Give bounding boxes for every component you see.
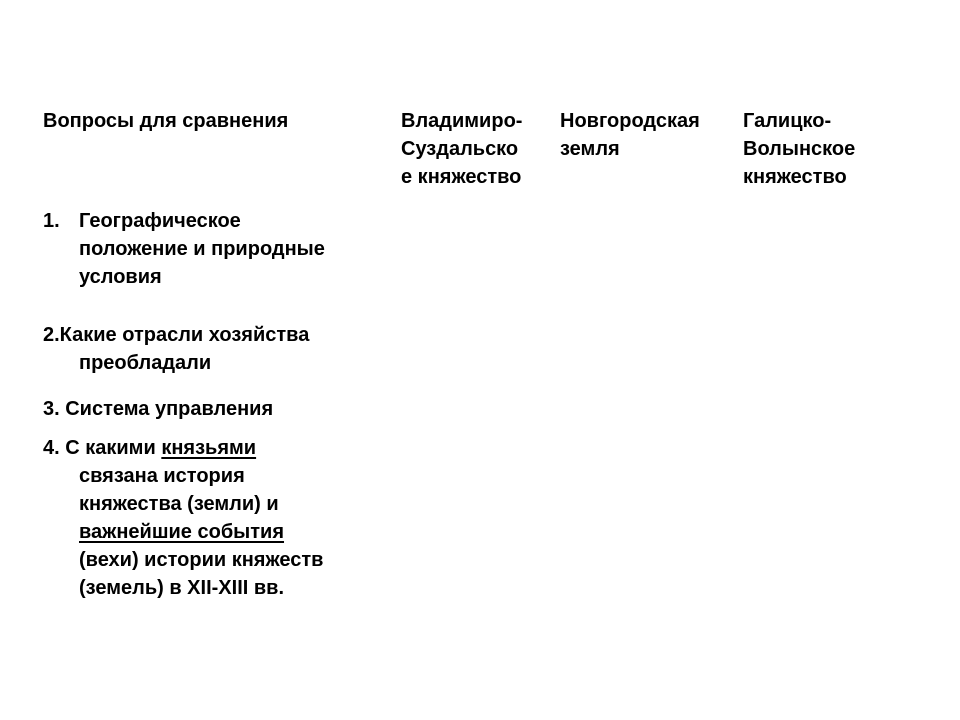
header-galich-volyn — [743, 107, 855, 191]
question-4-prefix: 4. С какими — [43, 437, 162, 459]
header-galich-volyn-line-1: Галицко- — [743, 110, 832, 132]
header-novgorod-line-2: земля — [560, 138, 620, 160]
question-1-line-1: Географическое — [79, 210, 241, 232]
question-1-line-2: положение и природные — [79, 238, 325, 260]
question-4-line-1 — [43, 434, 393, 462]
question-2-line-2: преобладали — [79, 352, 212, 374]
question-4-line-5: (вехи) истории княжеств — [79, 549, 324, 571]
question-4-line-2: связана история — [79, 465, 245, 487]
header-vladimir-suzdal-line-1: Владимиро- — [401, 110, 523, 132]
question-4-line-6: (земель) в XII-XIII вв. — [79, 577, 285, 599]
header-novgorod — [560, 107, 700, 163]
question-1-first-row — [43, 207, 393, 235]
question-4 — [43, 434, 393, 602]
header-galich-volyn-line-3: княжество — [743, 166, 847, 188]
question-3-line-1: 3. Система управления — [43, 398, 274, 420]
header-galich-volyn-line-2: Волынское — [743, 138, 856, 160]
question-4-events-underlined: важнейшие события — [79, 521, 285, 543]
question-1 — [43, 207, 393, 291]
question-1-line-3: условия — [79, 266, 162, 288]
question-4-line-4 — [43, 518, 393, 546]
question-4-princes-underlined: князьями — [161, 437, 257, 459]
question-3 — [43, 395, 393, 423]
header-questions — [43, 107, 288, 135]
question-1-number: 1. — [43, 210, 60, 232]
header-vladimir-suzdal — [401, 107, 522, 191]
question-2-line-1: 2.Какие отрасли хозяйства — [43, 324, 310, 346]
header-vladimir-suzdal-line-2: Суздальско — [401, 138, 519, 160]
question-2 — [43, 321, 393, 377]
header-novgorod-line-1: Новгородская — [560, 110, 700, 132]
header-vladimir-suzdal-line-3: е княжество — [401, 166, 522, 188]
question-4-line-3: княжества (земли) и — [79, 493, 279, 515]
header-questions-text: Вопросы для сравнения — [43, 110, 289, 132]
